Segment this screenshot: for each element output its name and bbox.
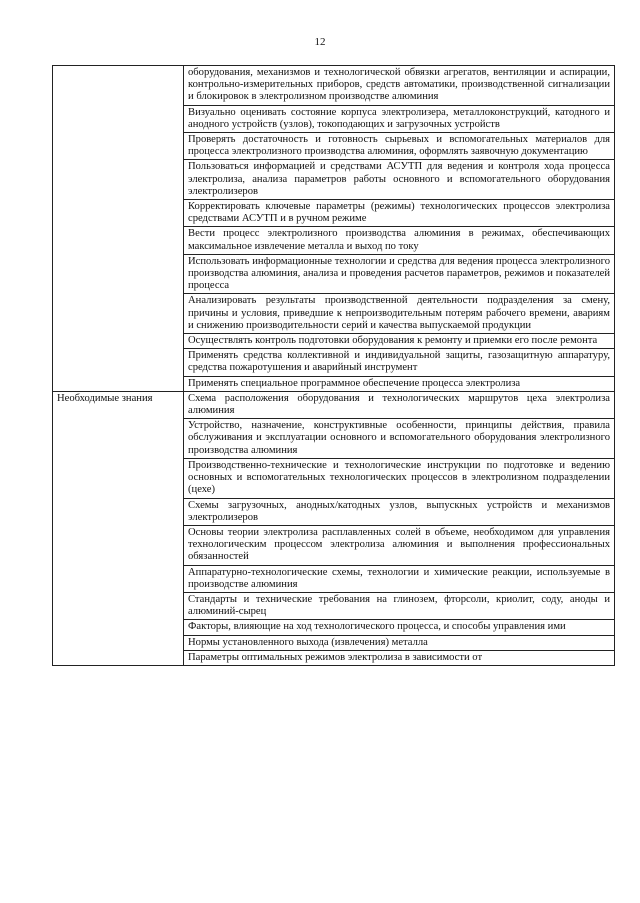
knowledge-item: Нормы установленного выхода (извлечения) металла (184, 635, 615, 650)
skill-item: Применять специальное программное обеспечение процесса электролиза (184, 376, 615, 391)
knowledge-item: Факторы, влияющие на ход технологического процесса, и способы управления ими (184, 620, 615, 635)
section-label-knowledge: Необходимые знания (53, 391, 184, 665)
skill-item: Использовать информационные технологии и средства для ведения процесса электролизного производства алюминия, анализа и проведения расчетов параметров, режимов и показателей процесса (184, 254, 615, 294)
skill-item: Визуально оценивать состояние корпуса электролизера, металлоконструкций, катодного и анодного устройств (узлов), токоподающих и загрузочных устройств (184, 105, 615, 132)
skill-item: Проверять достаточность и готовность сырьевых и вспомогательных материалов для процесса электролизного производства алюминия, оформлять заявочную документацию (184, 133, 615, 160)
knowledge-item: Основы теории электролиза расплавленных солей в объеме, необходимом для управления технологическим процессом электролиза алюминия и выполнения профессиональных обязанностей (184, 525, 615, 565)
table-row (53, 391, 615, 418)
knowledge-item: Устройство, назначение, конструктивные особенности, принципы действия, правила обслуживания и эксплуатации основного и вспомогательного оборудования электролизного производства алюминия (184, 419, 615, 459)
skill-item: Пользоваться информацией и средствами АСУТП для ведения и контроля хода процесса электролиза, анализа параметров работы основного и вспомогательного оборудования электролизеров (184, 160, 615, 200)
competency-table (52, 65, 615, 666)
skill-item: оборудования, механизмов и технологической обвязки агрегатов, вентиляции и аспирации, контрольно-измерительных приборов, средств автоматики, производственной сигнализации и блокировок в электролизном производстве алюминия (184, 66, 615, 106)
knowledge-item: Производственно-технические и технологические инструкции по подготовке и ведению основных и вспомогательных технологических процессов в электролизном подразделении (цехе) (184, 458, 615, 498)
skill-item: Корректировать ключевые параметры (режимы) технологических процессов электролиза средствами АСУТП и в ручном режиме (184, 200, 615, 227)
table-row (53, 66, 615, 106)
skill-item: Применять средства коллективной и индивидуальной защиты, газозащитную аппаратуру, средства пожаротушения и аварийный инструмент (184, 349, 615, 376)
knowledge-item: Параметры оптимальных режимов электролиза в зависимости от (184, 650, 615, 665)
section-label-cell (53, 66, 184, 392)
knowledge-item: Схемы загрузочных, анодных/катодных узлов, выпускных устройств и механизмов электролизеров (184, 498, 615, 525)
knowledge-item: Стандарты и технические требования на глинозем, фторсоли, криолит, соду, аноды и алюминий-сырец (184, 592, 615, 619)
skill-item: Анализировать результаты производственной деятельности подразделения за смену, причины и условия, приведшие к непроизводительным потерям рабочего времени, авариям и снижению производительности серий и качества выпускаемой продукции (184, 294, 615, 334)
knowledge-item: Схема расположения оборудования и технологических маршрутов цеха электролиза алюминия (184, 391, 615, 418)
skill-item: Вести процесс электролизного производства алюминия в режимах, обеспечивающих максимальное извлечение металла и выход по току (184, 227, 615, 254)
skill-item: Осуществлять контроль подготовки оборудования к ремонту и приемки его после ремонта (184, 334, 615, 349)
knowledge-item: Аппаратурно-технологические схемы, технологии и химические реакции, используемые в производстве алюминия (184, 565, 615, 592)
page-number: 12 (314, 36, 326, 48)
